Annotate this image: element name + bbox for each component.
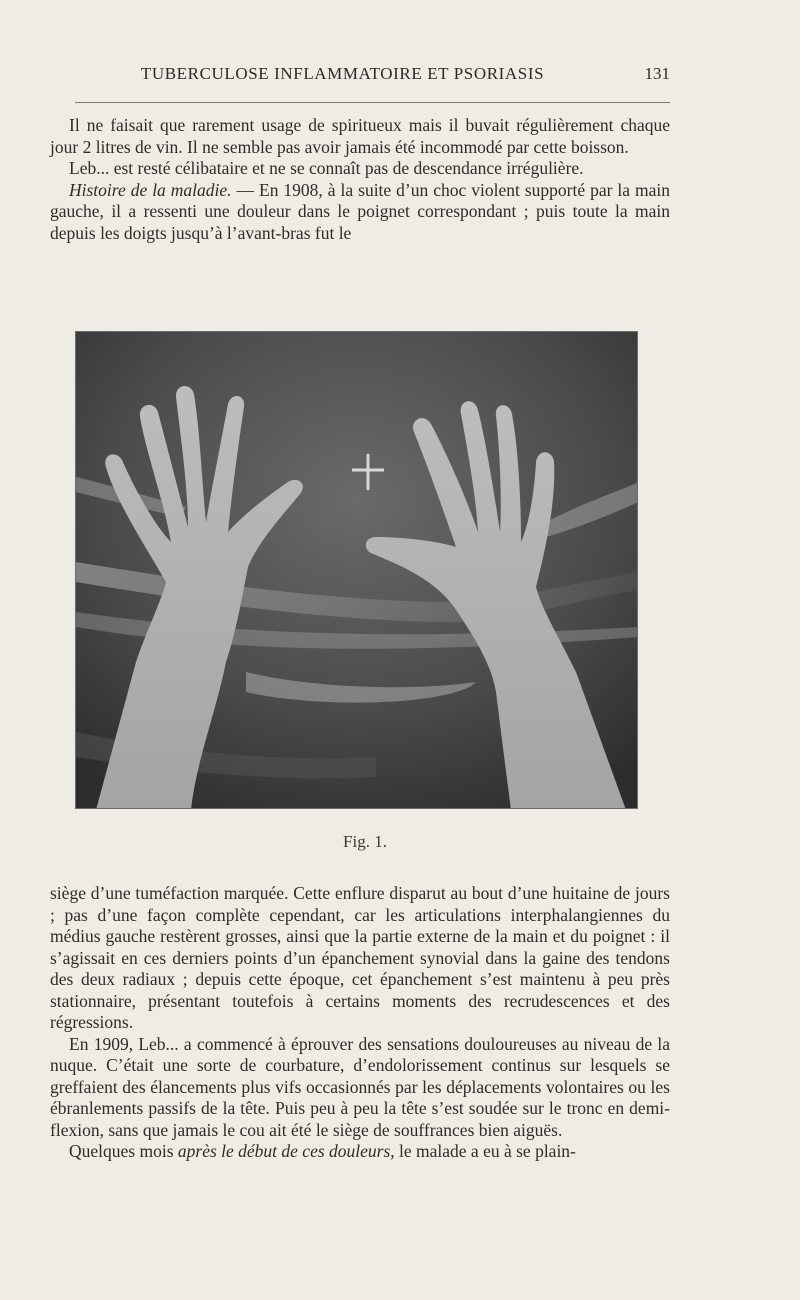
paragraph [50,180,670,245]
page-header [75,64,670,88]
paragraph: Leb... est resté célibataire et ne se connaît pas de descendance irrégulière. [69,158,584,178]
paragraph-text: Quelques mois [69,1141,178,1161]
paragraph-text: le malade a eu à se plain- [394,1141,576,1161]
header-rule [75,102,670,103]
paragraph: Il ne faisait que rarement usage de spiritueux mais il buvait régulièrement chaque jour 2 litres de vin. Il ne semble pas avoir jamais été incommodé par cette boisson. [50,115,670,157]
text-block-bottom [50,883,670,1163]
text-block-top [50,115,670,244]
paragraph: siège d’une tuméfaction marquée. Cette enflure disparut au bout d’une huitaine de jours ; pas d’une façon complète cependant, car les articulations interphalangiennes du médius gauche restèrent grosses, ainsi que la partie externe de la main et du poignet : il s’agissait en ces derniers points d’un épanchement synovial dans la gaine des tendons des deux radiaux ; depuis cette époque, cet épanchement s’est maintenu à peu près stationnaire, présentant toutefois à certains moments des recrudescences et des régressions. [50,883,670,1032]
running-title: TUBERCULOSE INFLAMMATOIRE ET PSORIASIS [140,64,545,83]
figure-photograph-hands [75,331,638,809]
section-heading: Histoire de la maladie. [69,179,232,200]
hands-photo [76,332,638,809]
paragraph [50,1141,670,1163]
paragraph: En 1909, Leb... a commencé à éprouver des sensations douloureuses au niveau de la nuque. C’était une sorte de courbature, d’endolorissement continus sur lesquels se greffaient des élancements plus vifs occasionnés par les déplacements volontaires ou les ébranlements passifs de la tête. Puis peu à peu la tête s’est soudée sur le tronc en demi-flexion, sans que jamais le cou ait été le siège de souffrances bien aiguës. [50,1033,670,1140]
page-number: 131 [644,64,670,83]
figure-caption: Fig. 1. [343,832,387,851]
italic-phrase: après le début de ces douleurs, [177,1141,395,1161]
paragraph-text: — En 1908, à la suite d’un choc violent supporté par la main gauche, il a ressenti une douleur dans le poignet correspondant ; puis toute la main depuis les doigts jusqu’à l’avant-bras fut le [50,179,670,243]
